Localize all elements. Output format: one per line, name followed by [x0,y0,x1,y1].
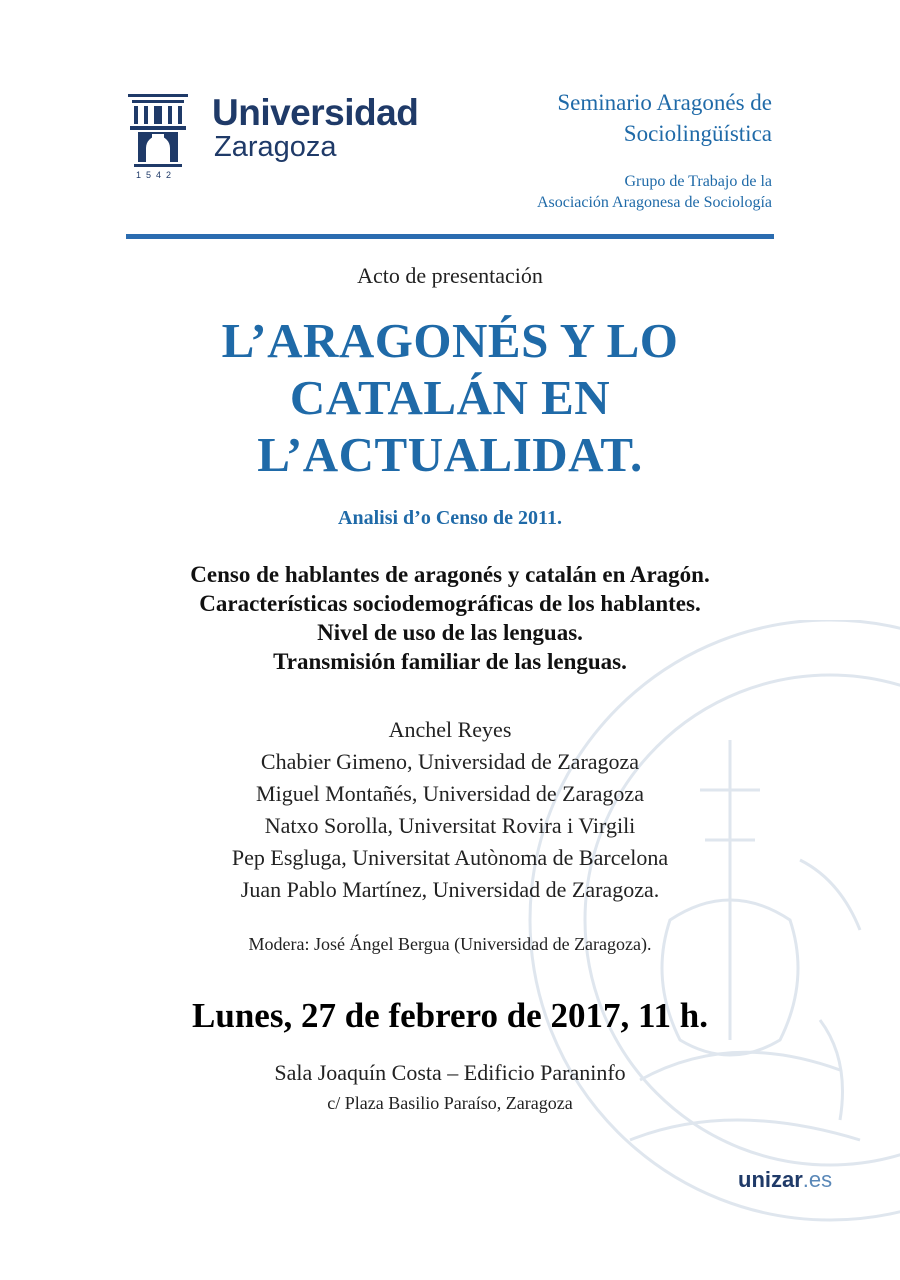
university-founding-year: 1542 [136,170,177,180]
website-link[interactable] [738,1167,832,1193]
topic-item: Características sociodemográficas de los hablantes. [199,591,701,616]
seminar-title-line: Seminario Aragonés de [557,90,772,115]
speakers-list [0,714,900,906]
event-address: c/ Plaza Basilio Paraíso, Zaragoza [327,1093,573,1113]
topics-list [0,560,900,676]
seminar-subtitle [537,171,772,213]
seminar-title [557,87,772,149]
website-name: unizar [738,1167,803,1192]
event-title [0,312,900,483]
speaker-item: Juan Pablo Martínez, Universidad de Zaragoza. [240,877,660,902]
moderator: Modera: José Ángel Bergua (Universidad de Zaragoza). [248,934,652,954]
event-type: Acto de presentación [357,263,543,288]
topic-item: Nivel de uso de las lenguas. [317,620,583,645]
topic-item: Transmisión familiar de las lenguas. [273,649,627,674]
event-title-line: L’ACTUALIDAT. [257,427,643,482]
event-date: Lunes, 27 de febrero de 2017, 11 h. [192,996,708,1035]
speaker-item: Miguel Montañés, Universidad de Zaragoza [256,781,644,806]
event-subtitle: Analisi d’o Censo de 2011. [338,507,562,529]
event-venue: Sala Joaquín Costa – Edificio Paraninfo [274,1060,626,1085]
speaker-item: Anchel Reyes [388,717,512,742]
speaker-item: Natxo Sorolla, Universitat Rovira i Virgili [264,813,636,838]
speaker-item: Pep Esgluga, Universitat Autònoma de Barcelona [231,845,669,870]
university-name: Universidad [212,92,419,133]
seminar-subtitle-line: Asociación Aragonesa de Sociología [536,194,772,211]
speaker-item: Chabier Gimeno, Universidad de Zaragoza [260,749,640,774]
event-title-line: L’ARAGONÉS Y LO [221,313,679,368]
seminar-subtitle-line: Grupo de Trabajo de la [624,173,772,190]
website-tld: .es [802,1167,833,1192]
header-divider [126,234,774,239]
university-city: Zaragoza [214,131,337,163]
topic-item: Censo de hablantes de aragonés y catalán en Aragón. [190,562,710,587]
event-title-line: CATALÁN EN [289,370,611,425]
seminar-title-line: Sociolingüística [623,121,772,146]
